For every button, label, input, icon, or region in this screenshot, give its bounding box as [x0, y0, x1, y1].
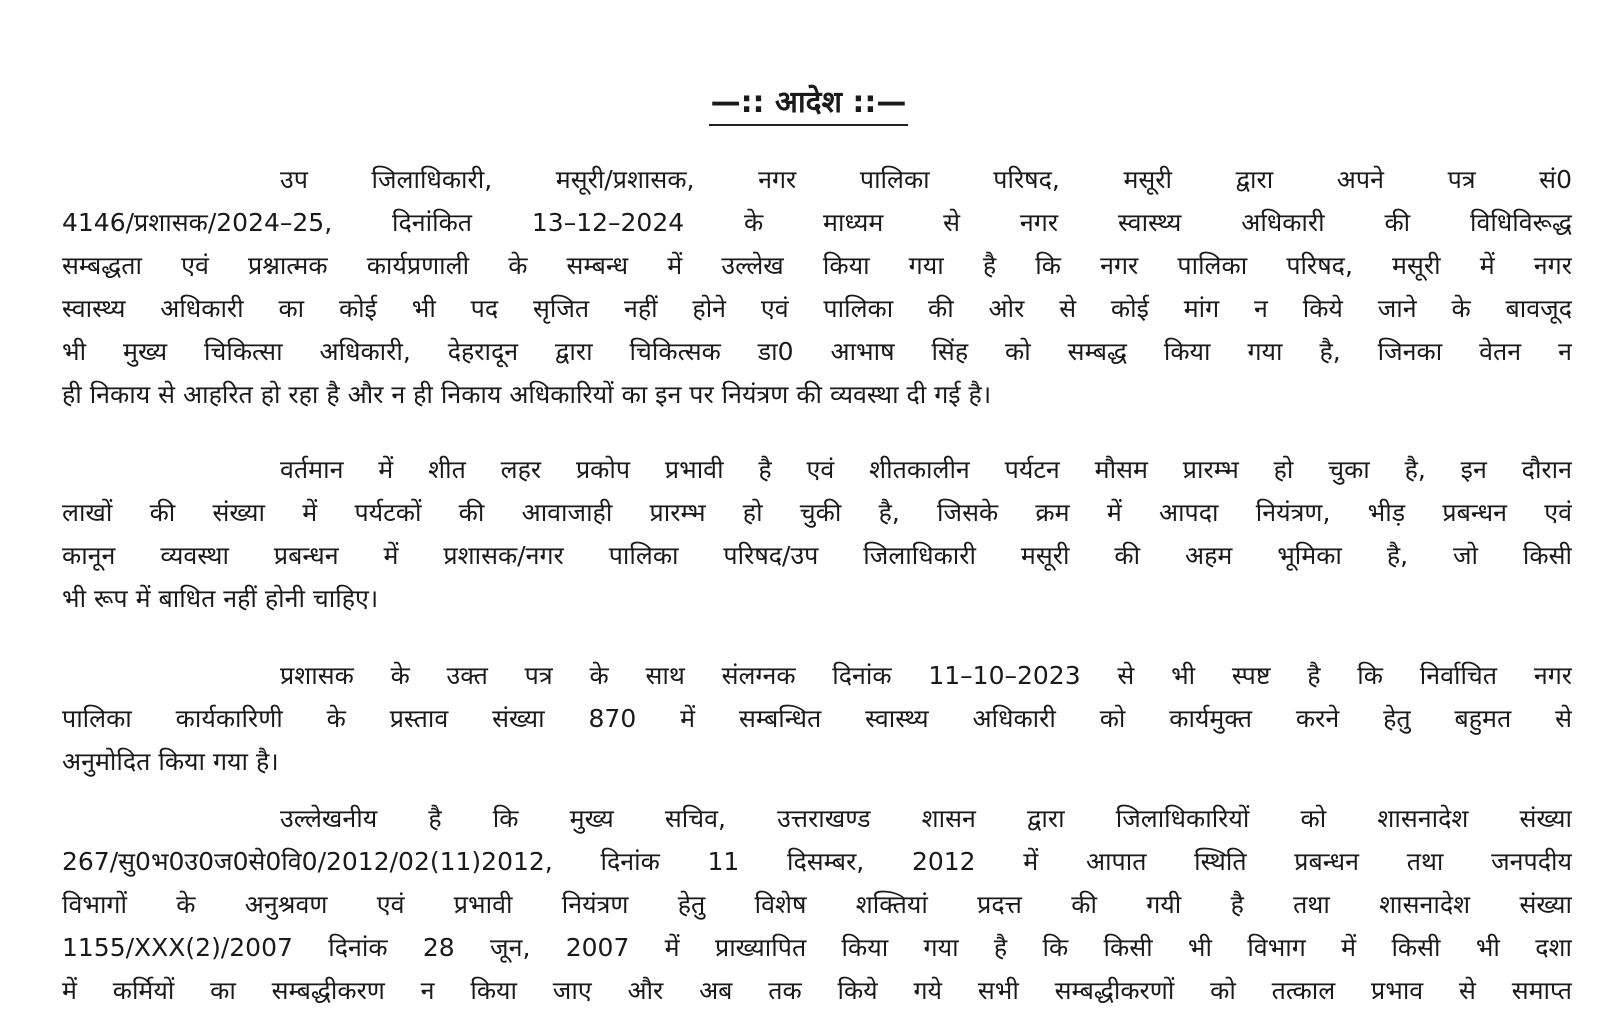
order-title	[0, 80, 1617, 121]
text-line: प्रशासक के उक्त पत्र के साथ संलग्नक दिनांक 11–10–2023 से भी स्पष्ट है कि निर्वाचित नगर	[280, 661, 1572, 690]
text-line: भी मुख्य चिकित्सा अधिकारी, देहरादून द्वारा चिकित्सक डा0 आभाष सिंह को सम्बद्ध किया गया है, जिनका वेतन न	[62, 337, 1572, 366]
text-line: वर्तमान में शीत लहर प्रकोप प्रभावी है एवं शीतकालीन पर्यटन मौसम प्रारम्भ हो चुका है, इन दौरान	[280, 455, 1572, 484]
text-line: में कर्मियों का सम्बद्धीकरण न किया जाए और अब तक किये गये सभी सम्बद्धीकरणों को तत्काल प्रभाव से समाप्त	[62, 976, 1572, 1005]
paragraph-3	[62, 654, 1572, 783]
text-line: उल्लेखनीय है कि मुख्य सचिव, उत्तराखण्ड शासन द्वारा जिलाधिकारियों को शासनादेश संख्या	[280, 804, 1572, 833]
paragraph-4	[62, 797, 1572, 1012]
order-title-text: —:: आदेश ::—	[709, 85, 909, 126]
text-line: भी रूप में बाधित नहीं होनी चाहिए।	[62, 584, 379, 613]
text-line: स्वास्थ्य अधिकारी का कोई भी पद सृजित नहीं होने एवं पालिका की ओर से कोई मांग न किये जाने के बावजूद	[62, 294, 1572, 323]
text-line: पालिका कार्यकारिणी के प्रस्ताव संख्या 870 में सम्बन्धित स्वास्थ्य अधिकारी को कार्यमुक्त करने हेतु बहुमत से	[62, 704, 1572, 733]
text-line: विभागों के अनुश्रवण एवं प्रभावी नियंत्रण हेतु विशेष शक्तियां प्रदत्त की गयी है तथा शासनादेश संख्या	[62, 890, 1572, 919]
text-line: उप जिलाधिकारी, मसूरी/प्रशासक, नगर पालिका परिषद, मसूरी द्वारा अपने पत्र सं0	[280, 165, 1572, 194]
text-line: लाखों की संख्या में पर्यटकों की आवाजाही प्रारम्भ हो चुकी है, जिसके क्रम में आपदा नियंत्रण, भीड़ प्रबन्धन एवं	[62, 498, 1572, 527]
text-line: 4146/प्रशासक/2024–25, दिनांकित 13–12–2024 के माध्यम से नगर स्वास्थ्य अधिकारी की विधिविरूद्ध	[62, 208, 1572, 237]
text-line: ही निकाय से आहरित हो रहा है और न ही निकाय अधिकारियों का इन पर नियंत्रण की व्यवस्था दी गई है।	[62, 380, 992, 409]
text-line: अनुमोदित किया गया है।	[62, 747, 279, 776]
text-line: 267/सु0भ0उ0ज0से0वि0/2012/02(11)2012, दिनांक 11 दिसम्बर, 2012 में आपात स्थिति प्रबन्धन तथा जनपदीय	[62, 847, 1572, 876]
text-line: 1155/XXX(2)/2007 दिनांक 28 जून, 2007 में प्राख्यापित किया गया है कि किसी भी विभाग में किसी भी दशा	[62, 933, 1572, 962]
paragraph-1	[62, 158, 1572, 416]
text-line: सम्बद्धता एवं प्रश्नात्मक कार्यप्रणाली के सम्बन्ध में उल्लेख किया गया है कि नगर पालिका परिषद, मसूरी में नगर	[62, 251, 1572, 280]
paragraph-2	[62, 448, 1572, 620]
text-line: कानून व्यवस्था प्रबन्धन में प्रशासक/नगर पालिका परिषद/उप जिलाधिकारी मसूरी की अहम भूमिका है, जो किसी	[62, 541, 1572, 570]
